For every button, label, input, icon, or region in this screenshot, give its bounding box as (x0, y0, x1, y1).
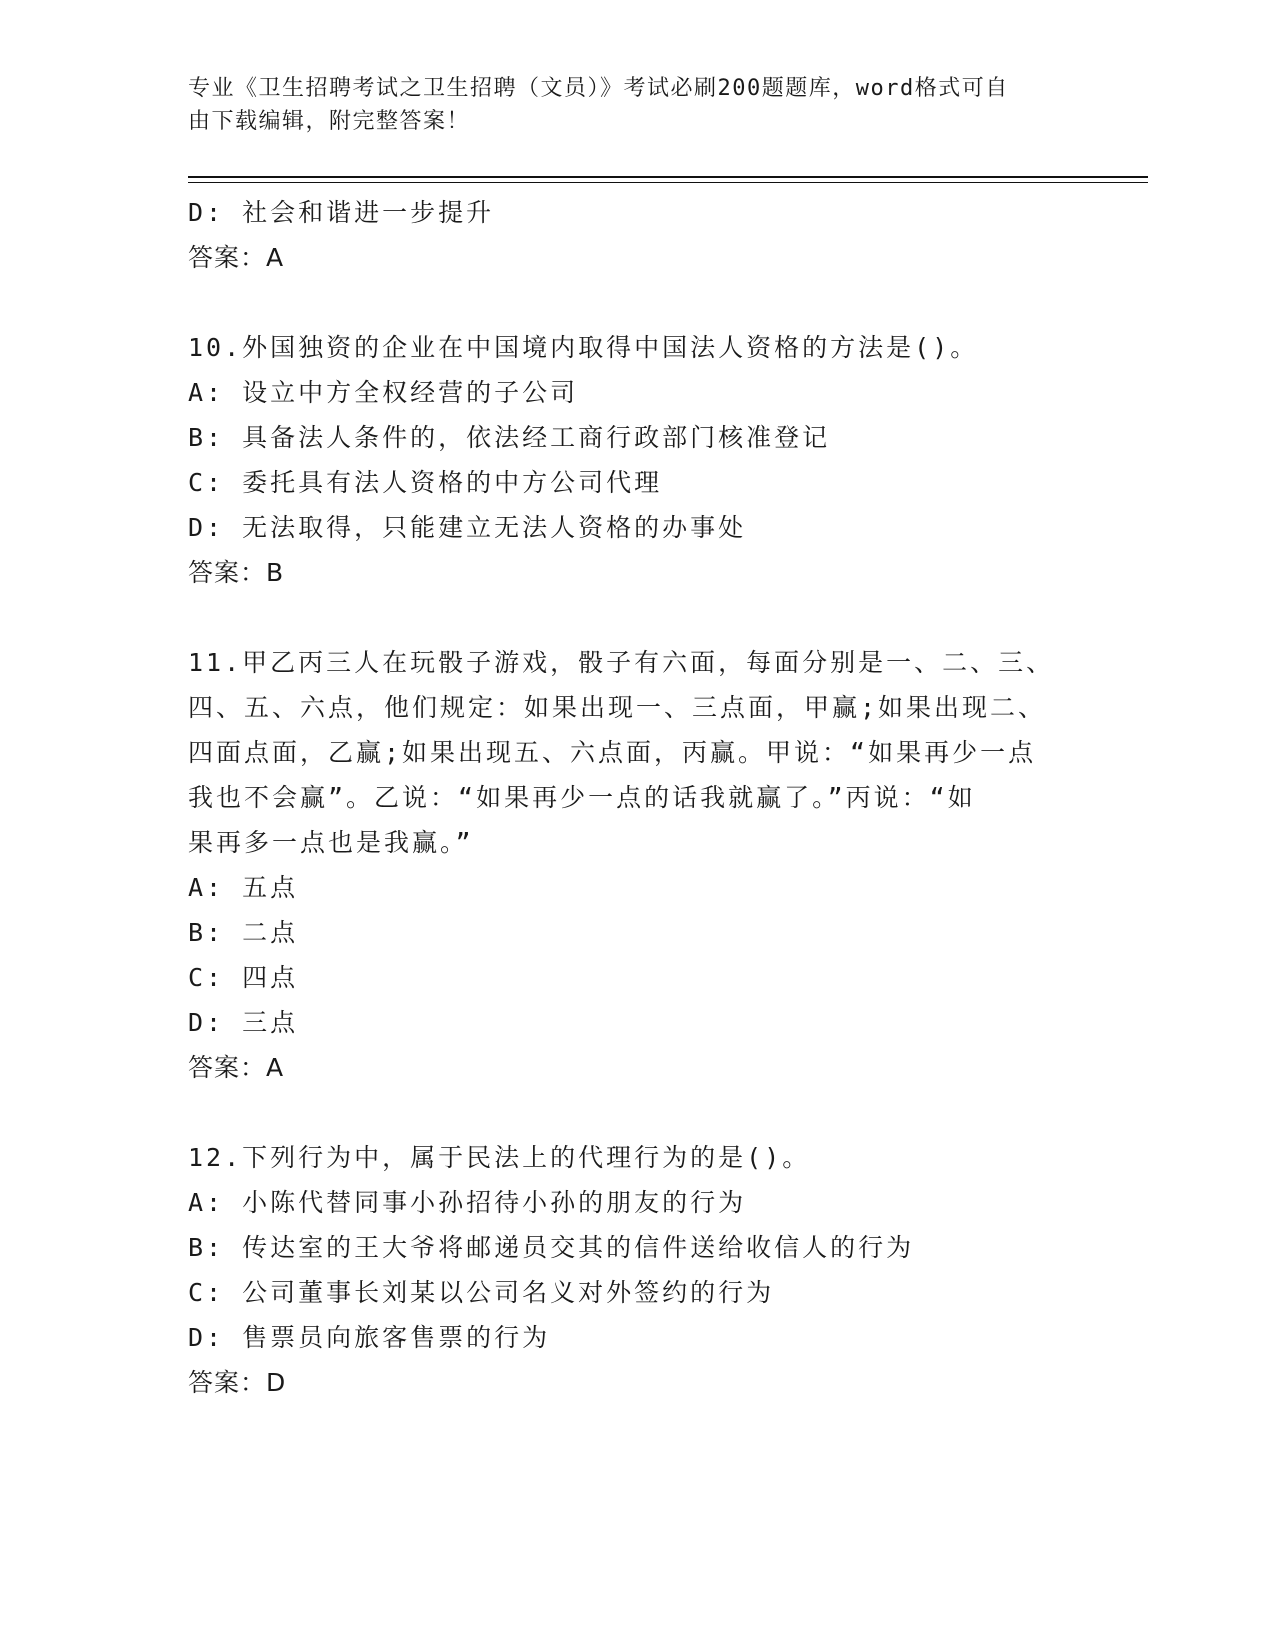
question-stem-line-5: 果再多一点也是我赢。” (188, 828, 474, 857)
question-stem-line-3: 四面点面，乙赢;如果出现五、六点面，丙赢。甲说：“如果再少一点 (188, 738, 1037, 767)
header-line-2: 由下载编辑，附完整答案！ (188, 109, 471, 134)
option-c: C: 四点 (188, 963, 299, 992)
question-12 (188, 1135, 1088, 1405)
option-b: B: 传达室的王大爷将邮递员交其的信件送给收信人的行为 (188, 1233, 915, 1262)
option-a: A: 设立中方全权经营的子公司 (188, 378, 579, 407)
question-9 (188, 190, 1088, 280)
spacer (188, 1090, 1088, 1135)
option-d: D: 无法取得，只能建立无法人资格的办事处 (188, 513, 747, 542)
option-d: D: 售票员向旅客售票的行为 (188, 1323, 551, 1352)
option-a: A: 五点 (188, 873, 299, 902)
answer: 答案：B (188, 558, 285, 587)
option-a: A: 小陈代替同事小孙招待小孙的朋友的行为 (188, 1188, 747, 1217)
spacer (188, 595, 1088, 640)
question-stem: 10.外国独资的企业在中国境内取得中国法人资格的方法是()。 (188, 333, 979, 362)
question-stem-line-2: 四、五、六点，他们规定：如果出现一、三点面，甲赢;如果出现二、 (188, 693, 1047, 722)
answer: 答案：A (188, 243, 285, 272)
header-divider-thin (188, 182, 1148, 183)
option-d: D: 社会和谐进一步提升 (188, 198, 495, 227)
option-b: B: 具备法人条件的，依法经工商行政部门核准登记 (188, 423, 831, 452)
option-c: C: 公司董事长刘某以公司名义对外签约的行为 (188, 1278, 775, 1307)
spacer (188, 280, 1088, 325)
answer: 答案：D (188, 1368, 287, 1397)
question-stem-line-4: 我也不会赢”。乙说：“如果再少一点的话我就赢了。”丙说：“如 (188, 783, 976, 812)
question-stem-line-1: 11.甲乙丙三人在玩骰子游戏，骰子有六面，每面分别是一、二、三、 (188, 648, 1055, 677)
question-10 (188, 325, 1088, 595)
question-list (188, 190, 1088, 1405)
header-line-1: 专业《卫生招聘考试之卫生招聘（文员）》考试必刷200题题库，word格式可自 (188, 76, 1009, 101)
question-stem: 12.下列行为中，属于民法上的代理行为的是()。 (188, 1143, 811, 1172)
answer: 答案：A (188, 1053, 285, 1082)
header-divider-thick (188, 176, 1148, 178)
option-c: C: 委托具有法人资格的中方公司代理 (188, 468, 663, 497)
option-d: D: 三点 (188, 1008, 299, 1037)
question-11 (188, 640, 1088, 1090)
option-b: B: 二点 (188, 918, 299, 947)
document-header (188, 72, 1068, 138)
